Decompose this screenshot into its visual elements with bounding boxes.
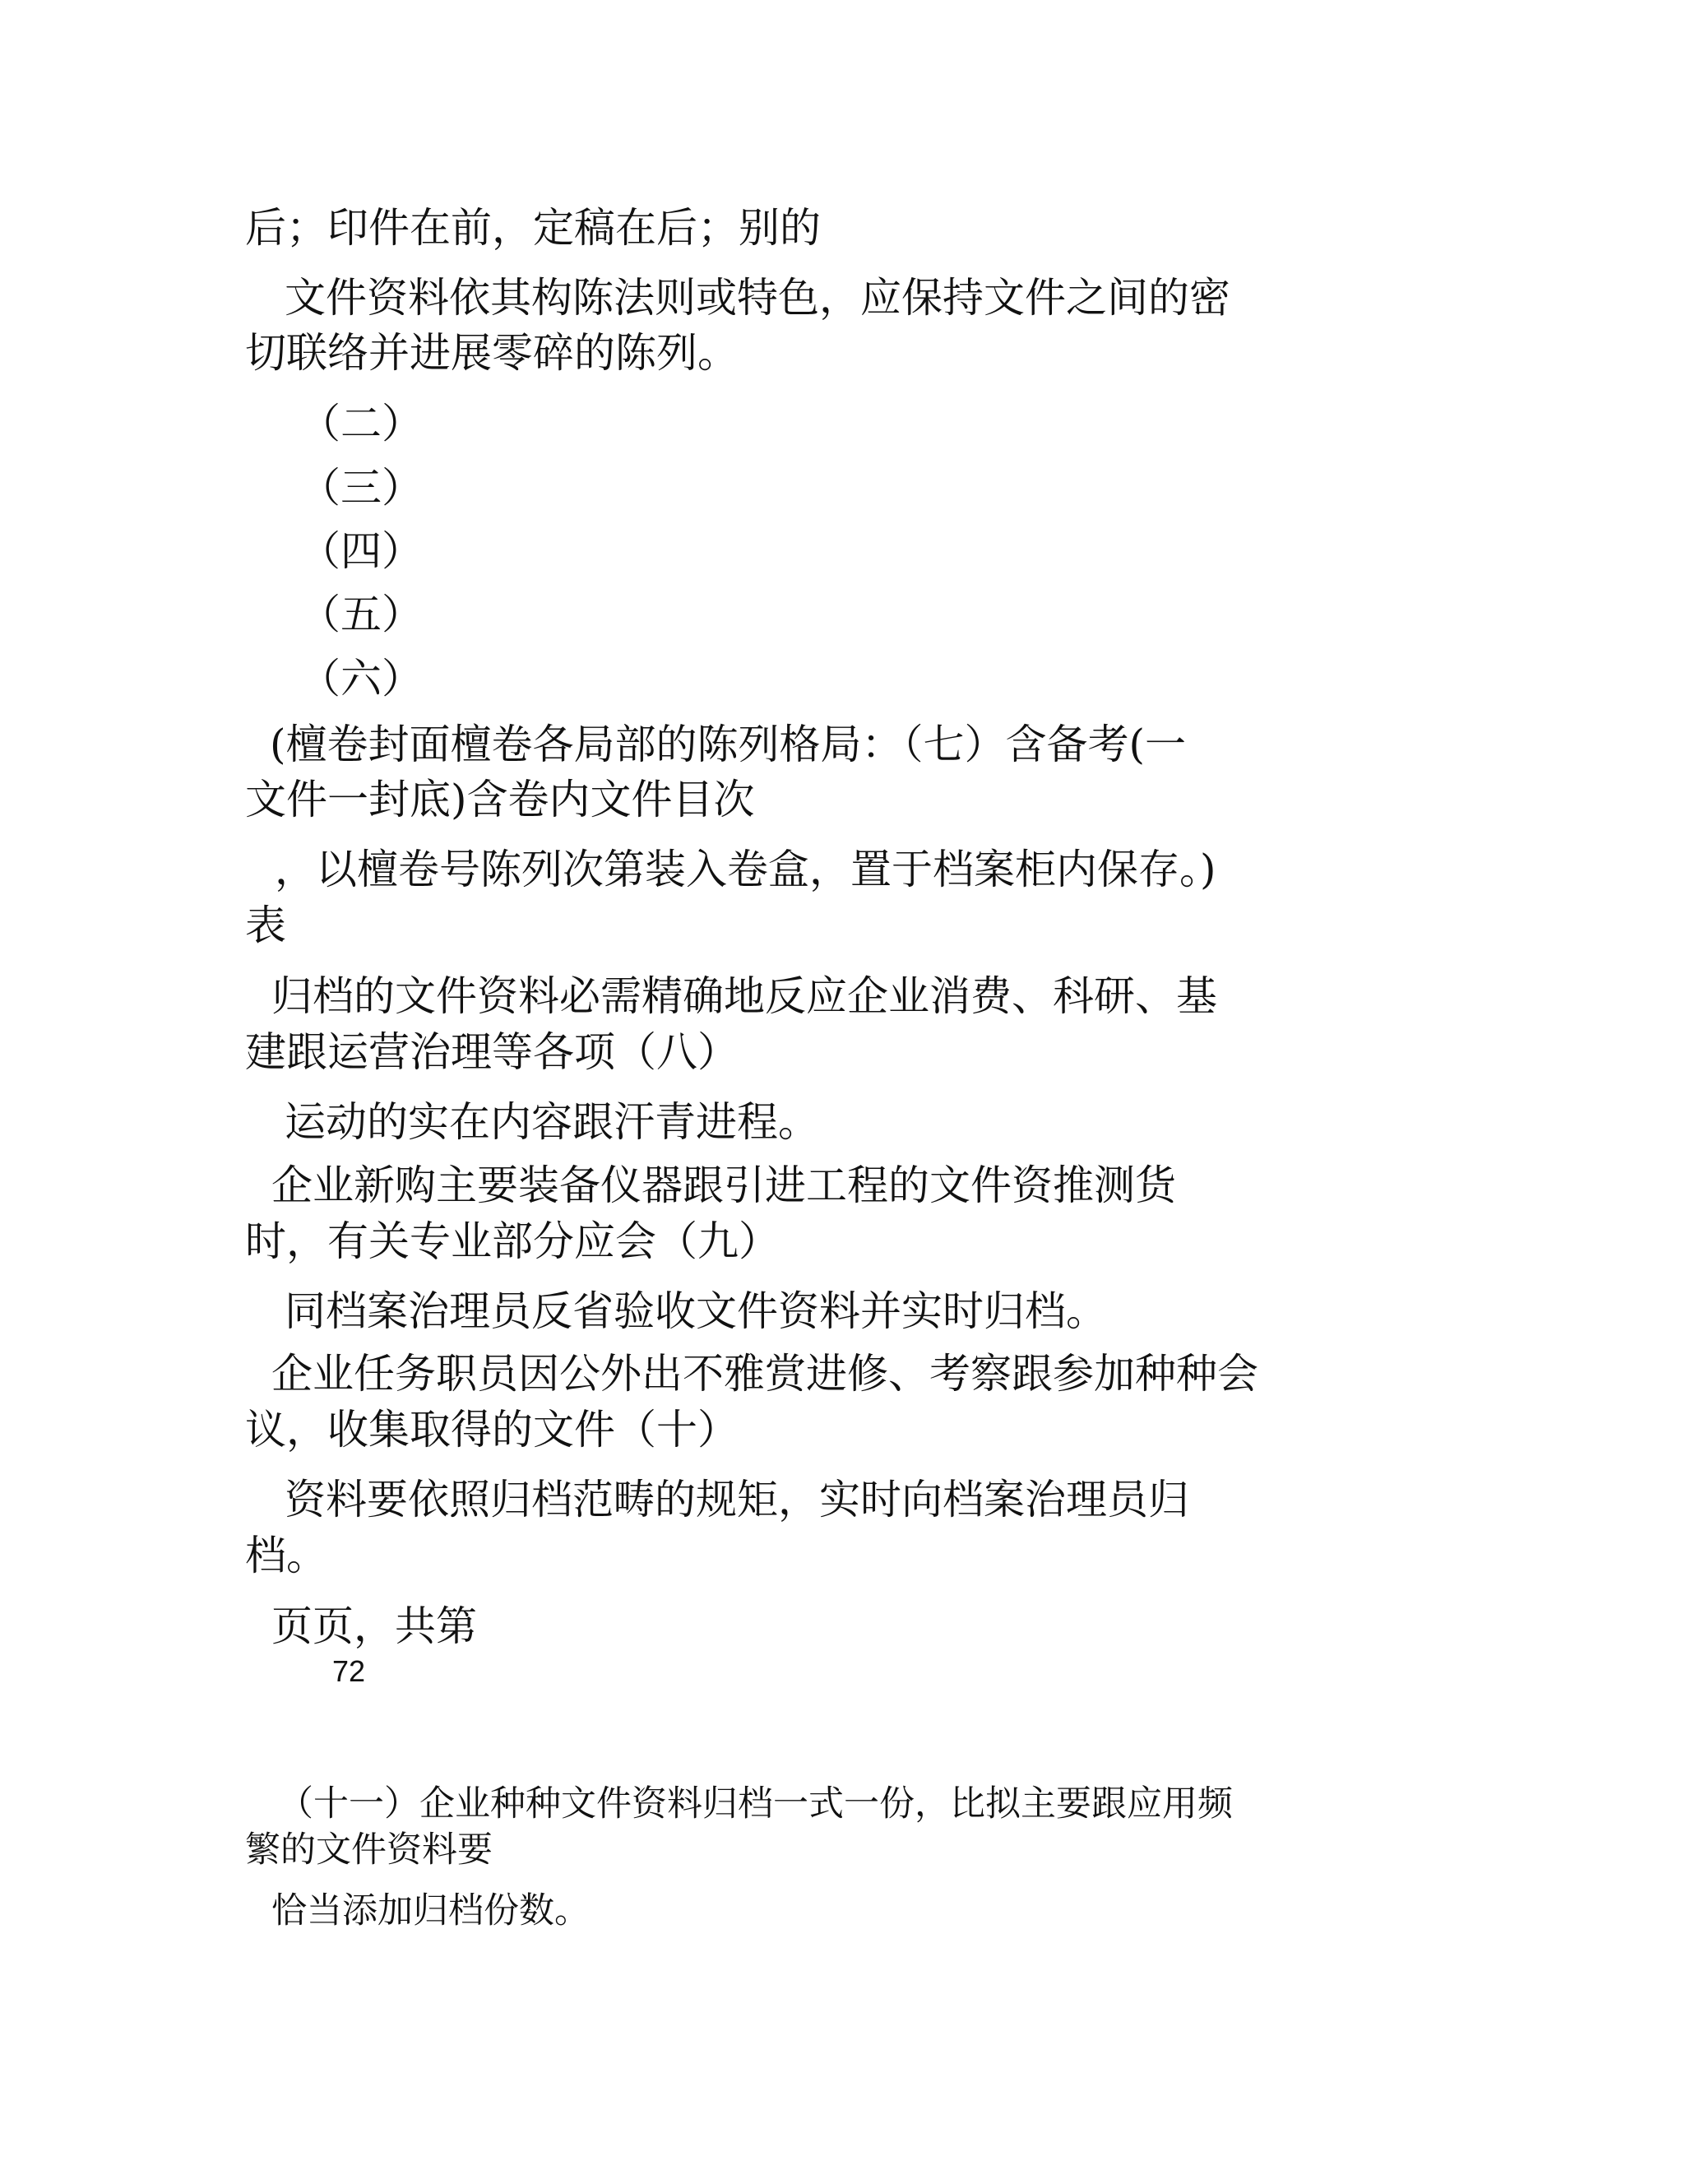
text-line: 档。 — [245, 1532, 327, 1579]
text-line: 切联络并进展零碎的陈列。 — [245, 329, 739, 377]
text-line: 文件资料依其构陈法则或特色，应保持文件之间的密 — [285, 274, 1230, 322]
text-line: 企业新购主要装备仪器跟引进工程的文件资推测货 — [271, 1162, 1176, 1209]
text-line: 归档的文件资料必需精确地反应企业消费、科研、基 — [271, 972, 1217, 1020]
text-line: 文件一封底)含卷内文件目次 — [245, 776, 755, 823]
text-line: 页页，共第 — [271, 1602, 477, 1650]
text-line: 运动的实在内容跟汗青进程。 — [285, 1098, 819, 1146]
text-line: 表 — [245, 902, 286, 949]
text-line: 议，收集取得的文件（十） — [245, 1406, 739, 1454]
section-marker: （三） — [299, 464, 423, 512]
text-line: （十一）企业种种文件资料归档一式一份，比拟主要跟应用频 — [278, 1783, 1233, 1825]
text-line: (檀卷封面檀卷各局部的陈列格局：（七）含备考(一 — [270, 721, 1187, 768]
section-marker: （四） — [299, 527, 423, 575]
text-line: 企业任务职员因公外出不雅赏进修、考察跟参加种种会 — [271, 1350, 1258, 1398]
text-line: ，以檀卷号陈列次第装入卷盒，置于档案柜内保存。) — [275, 846, 1216, 893]
section-marker: （五） — [299, 591, 423, 638]
text-line: 建跟运营治理等各项（八） — [245, 1028, 739, 1076]
section-marker: （六） — [299, 655, 423, 702]
text-line: 恰当添加归档份数。 — [271, 1890, 590, 1931]
page-number: 72 — [332, 1654, 366, 1688]
text-line: 繁的文件资料要 — [245, 1829, 493, 1871]
text-line: 同档案治理员反省验收文件资料并实时归档。 — [285, 1287, 1107, 1335]
text-line: 后；印件在前，定稿在后；别的 — [245, 204, 821, 252]
text-line: 时，有关专业部分应会（九） — [245, 1217, 780, 1265]
section-marker: （二） — [299, 400, 423, 447]
text-line: 资料要依照归档范畴的规矩，实时向档案治理员归 — [285, 1476, 1189, 1523]
